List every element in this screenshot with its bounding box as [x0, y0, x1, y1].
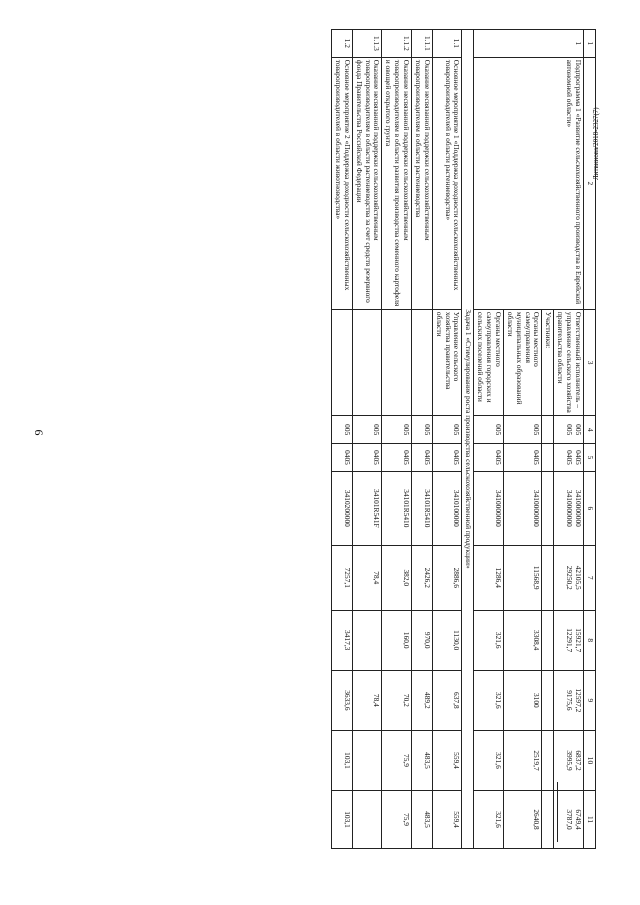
rz-cell: 0405 0405	[554, 444, 584, 472]
row-number: 1.1.1	[412, 30, 433, 58]
csr-cell: 3410000000	[504, 471, 543, 545]
table-row	[432, 30, 462, 849]
row-title: Оказание несвязанной поддержки сельскохозяйственным товаропроизводителям в области растениеводства	[412, 57, 433, 309]
page-number: 9	[31, 429, 46, 436]
row-org	[412, 309, 433, 415]
rz-cell: 0405	[504, 444, 543, 472]
table-row	[382, 30, 412, 849]
col-number: 5	[584, 444, 596, 472]
row-org	[332, 309, 353, 415]
rz-cell: 0405	[412, 444, 433, 472]
year-cell: 321,6	[474, 610, 504, 670]
rz-cell: 0405	[382, 444, 412, 472]
col-number: 11	[584, 791, 596, 849]
year-cell: 103,1	[332, 730, 353, 790]
total-cell: 7257,1	[332, 545, 353, 610]
col-number: 4	[584, 416, 596, 444]
year-cell: 321,6	[474, 791, 504, 849]
grbs-cell: 005	[412, 416, 433, 444]
rz-cell: 0405	[352, 444, 382, 472]
row-org: Участники:	[542, 309, 554, 415]
col-number: 1	[584, 30, 596, 58]
grbs-cell: 005	[332, 416, 353, 444]
year-cell: 3417,3	[332, 610, 353, 670]
total-cell: 382,0	[382, 545, 412, 610]
grbs-cell: 005	[382, 416, 412, 444]
row-org	[382, 309, 412, 415]
row-number: 1	[474, 30, 584, 58]
year-cell: 6749,4 3787,0	[554, 791, 584, 849]
year-cell: 15921,7 12291,7	[554, 610, 584, 670]
grbs-cell: 005	[504, 416, 543, 444]
year-cell: 489,2	[412, 670, 433, 730]
row-title: Подпрограмма 1 «Развитие сельскохозяйственного производства в Еврейской автономной области»	[474, 57, 584, 309]
year-cell: 103,1	[332, 791, 353, 849]
rz-cell: 0405	[432, 444, 462, 472]
total-cell: 42105,5 29250,2	[554, 545, 584, 610]
column-number-row	[584, 30, 596, 849]
csr-cell: 34101R5410	[382, 471, 412, 545]
grbs-cell: 005	[352, 416, 382, 444]
budget-table	[331, 29, 596, 849]
col-number: 10	[584, 730, 596, 790]
csr-cell: 3410000000	[474, 471, 504, 545]
grbs-cell: 005 005	[554, 416, 584, 444]
csr-cell: 3410000000 3410000000	[554, 471, 584, 545]
year-cell: 483,5	[412, 730, 433, 790]
col-number: 3	[584, 309, 596, 415]
row-org: Управление сельского хозяйства правительства области	[432, 309, 462, 415]
year-cell: 78,4	[352, 670, 382, 730]
col-number: 9	[584, 670, 596, 730]
year-cell: 637,8	[432, 670, 462, 730]
year-cell: 559,4	[432, 791, 462, 849]
year-cell: 3308,4	[504, 610, 543, 670]
year-cell: 75,9	[382, 791, 412, 849]
year-cell: 70,2	[382, 670, 412, 730]
total-cell: 78,4	[352, 545, 382, 610]
row-number: 1.1	[432, 30, 462, 58]
col-number: 6	[584, 471, 596, 545]
year-cell: 321,6	[474, 730, 504, 790]
year-cell: 2640,8	[504, 791, 543, 849]
year-cell: 75,9	[382, 730, 412, 790]
rotated-table-sheet	[45, 29, 596, 849]
table-row	[352, 30, 382, 849]
row-title: Основное мероприятие 1 «Поддержка доходности сельскохозяйственных товаропроизводителей в области растениеводства»	[432, 57, 462, 309]
col-number: 2	[584, 57, 596, 309]
year-cell: 970,0	[412, 610, 433, 670]
document-stamp: Литвинова/2018-2327(7)	[592, 107, 600, 180]
row-title: Оказание несвязанной поддержки сельскохозяйственным товаропроизводителям в области развития производства семенного картофеля и овощей открытого грунта	[382, 57, 412, 309]
row-title: Оказание несвязанной поддержки сельскохозяйственным товаропроизводителям в области растениеводства за счет средств резервного фонда Правительства Российской Федерации	[352, 57, 382, 309]
grbs-cell: 005	[432, 416, 462, 444]
row-org	[352, 309, 382, 415]
csr-cell: 34101R5410	[412, 471, 433, 545]
year-cell	[352, 730, 382, 790]
year-cell	[352, 791, 382, 849]
csr-cell: 3410200000	[332, 471, 353, 545]
year-cell: 3100	[504, 670, 543, 730]
total-cell: 11568,9	[504, 545, 543, 610]
year-cell: 1130,0	[432, 610, 462, 670]
task-heading: Задача 1 «Стимулирование роста производства сельскохозяйственной продукции»	[462, 30, 474, 849]
grbs-cell: 005	[474, 416, 504, 444]
total-cell: 2886,6	[432, 545, 462, 610]
row-org: Органы местного самоуправления городских и сельских поселений области	[474, 309, 504, 415]
year-cell	[352, 610, 382, 670]
task-row	[462, 30, 474, 849]
year-cell: 559,4	[432, 730, 462, 790]
year-cell: 483,5	[412, 791, 433, 849]
year-cell: 6837,2 3995,9	[554, 730, 584, 790]
table-row	[554, 30, 584, 849]
row-number: 1.2	[332, 30, 353, 58]
rz-cell: 0405	[332, 444, 353, 472]
csr-cell: 3410100000	[432, 471, 462, 545]
row-org: Органы местного самоуправления муниципальных образований области	[504, 309, 543, 415]
table-row	[412, 30, 433, 849]
col-number: 8	[584, 610, 596, 670]
row-org: Ответственный исполнитель – управление сельского хозяйства правительства области	[554, 309, 584, 415]
year-cell: 3633,6	[332, 670, 353, 730]
year-cell: 160,0	[382, 610, 412, 670]
year-cell: 321,6	[474, 670, 504, 730]
col-number: 7	[584, 545, 596, 610]
total-cell: 1286,4	[474, 545, 504, 610]
year-cell: 2519,7	[504, 730, 543, 790]
csr-cell: 34101R541F	[352, 471, 382, 545]
rz-cell: 0405	[474, 444, 504, 472]
row-number: 1.1.3	[352, 30, 382, 58]
table-row	[332, 30, 353, 849]
year-cell: 12597,2 9175,6	[554, 670, 584, 730]
row-title: Основное мероприятие 2 «Поддержка доходности сельскохозяйственных товаропроизводителей в области животноводства»	[332, 57, 353, 309]
total-cell: 2426,2	[412, 545, 433, 610]
row-number: 1.1.2	[382, 30, 412, 58]
